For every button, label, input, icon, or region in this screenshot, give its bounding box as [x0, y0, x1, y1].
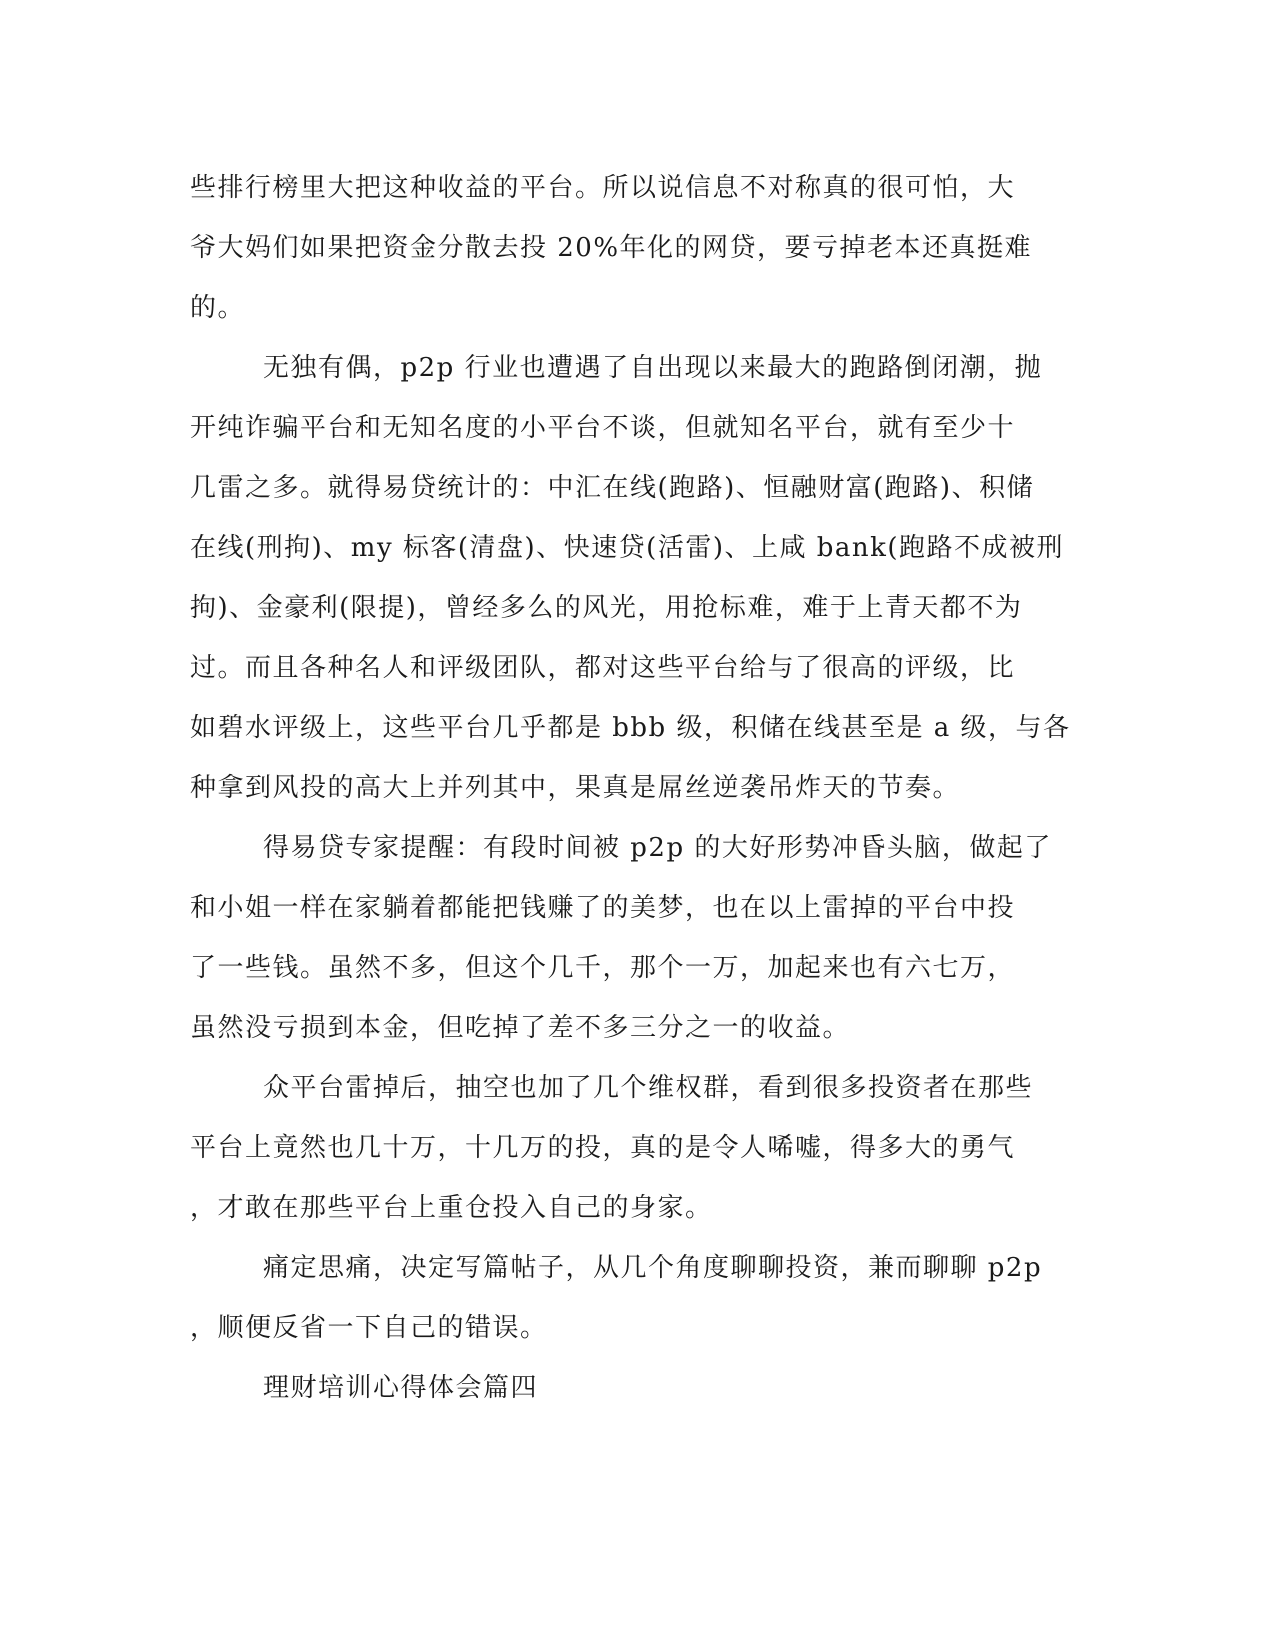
text-line: 的。: [190, 293, 246, 323]
text-line: 平台上竟然也几十万，十几万的投，真的是令人唏嘘，得多大的勇气: [190, 1133, 1016, 1163]
text-line: 几雷之多。就得易贷统计的：中汇在线(跑路)、恒融财富(跑路)、积储: [190, 473, 1035, 503]
text-line: 和小姐一样在家躺着都能把钱赚了的美梦，也在以上雷掉的平台中投: [190, 893, 1016, 923]
text-line: ，顺便反省一下自己的错误。: [190, 1313, 548, 1343]
text-line: 爷大妈们如果把资金分散去投 20%年化的网贷，要亏掉老本还真挺难: [190, 233, 1033, 263]
paragraph-start-line: 众平台雷掉后，抽空也加了几个维权群，看到很多投资者在那些: [263, 1073, 1034, 1103]
paragraph-start-line: 痛定思痛，决定写篇帖子，从几个角度聊聊投资，兼而聊聊 p2p: [263, 1253, 1043, 1283]
section-heading: 理财培训心得体会篇四: [263, 1373, 539, 1403]
text-line: 种拿到风投的高大上并列其中，果真是屌丝逆袭吊炸天的节奏。: [190, 773, 961, 803]
text-line: ，才敢在那些平台上重仓投入自己的身家。: [190, 1193, 713, 1223]
paragraph-start-line: 得易贷专家提醒：有段时间被 p2p 的大好形势冲昏头脑，做起了: [263, 833, 1052, 863]
text-line: 开纯诈骗平台和无知名度的小平台不谈，但就知名平台，就有至少十: [190, 413, 1016, 443]
text-line: 拘)、金豪利(限提)，曾经多么的风光，用抢标难，难于上青天都不为: [190, 593, 1023, 623]
document-body: [190, 158, 1090, 1418]
paragraph-start-line: 无独有偶，p2p 行业也遭遇了自出现以来最大的跑路倒闭潮，抛: [263, 353, 1043, 383]
text-line: 过。而且各种名人和评级团队，都对这些平台给与了很高的评级，比: [190, 653, 1016, 683]
text-line: 如碧水评级上，这些平台几乎都是 bbb 级，积储在线甚至是 a 级，与各: [190, 713, 1071, 743]
text-line: 了一些钱。虽然不多，但这个几千，那个一万，加起来也有六七万，: [190, 953, 1016, 983]
text-line: 些排行榜里大把这种收益的平台。所以说信息不对称真的很可怕，大: [190, 173, 1016, 203]
text-line: 虽然没亏损到本金，但吃掉了差不多三分之一的收益。: [190, 1013, 851, 1043]
text-line: 在线(刑拘)、my 标客(清盘)、快速贷(活雷)、上咸 bank(跑路不成被刑: [190, 533, 1065, 563]
